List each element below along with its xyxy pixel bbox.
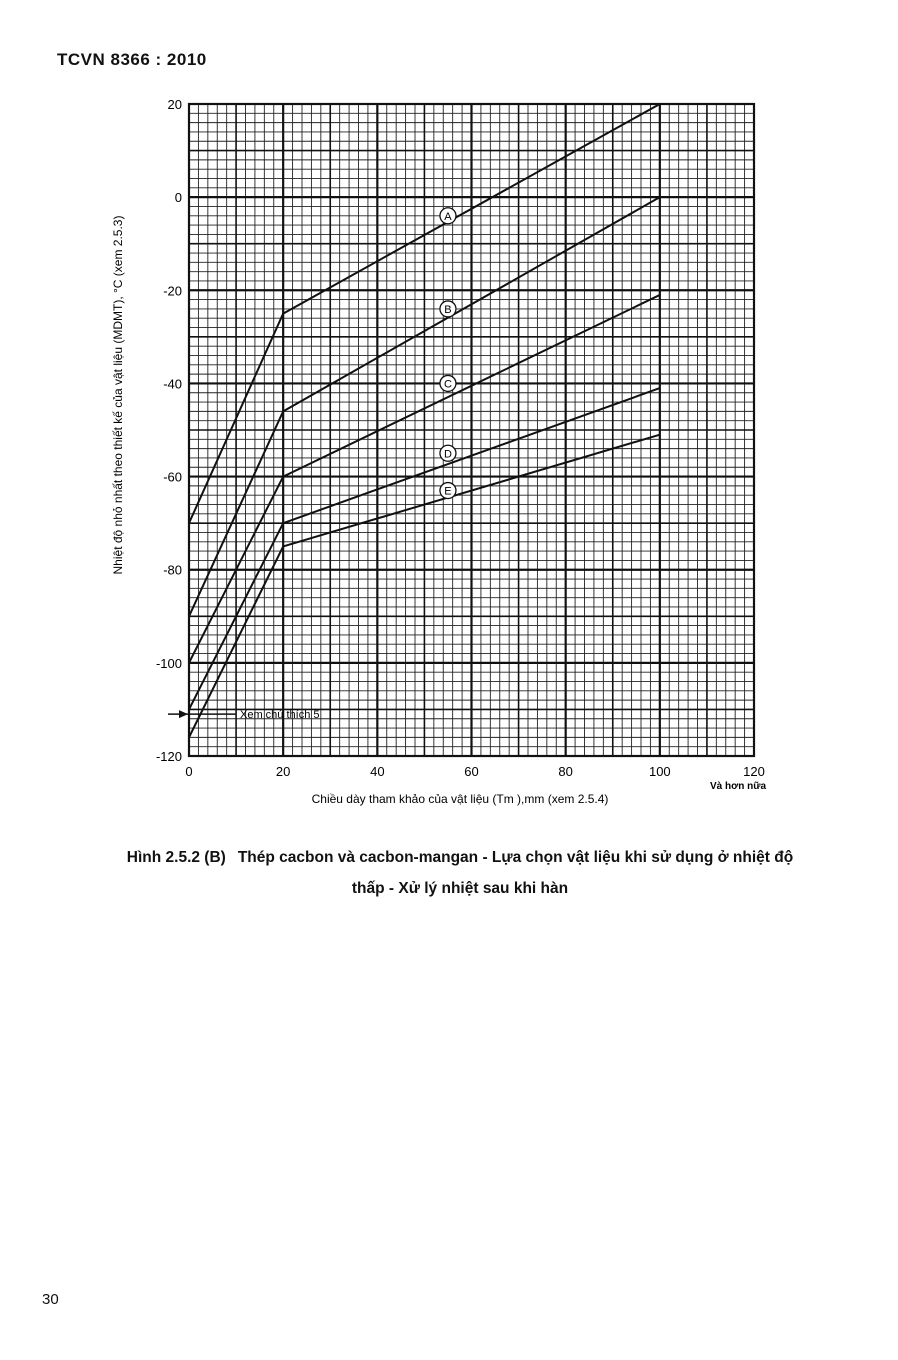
annotation-text: Xem chú thích 5 bbox=[240, 709, 320, 722]
series-label-b: B bbox=[444, 303, 452, 316]
y-tick-label: -80 bbox=[163, 562, 182, 578]
x-tick-label: 60 bbox=[464, 764, 479, 779]
x-tick-label: 0 bbox=[185, 764, 193, 779]
series-label-c: C bbox=[443, 378, 452, 391]
series-labels bbox=[440, 208, 456, 499]
y-axis-title: Nhiệt độ nhỏ nhất theo thiết kế của vật liệu (MDMT), °C (xem 2.5.3) bbox=[111, 215, 125, 575]
document-id: TCVN 8366 : 2010 bbox=[57, 50, 207, 69]
y-tick-label: 0 bbox=[174, 190, 182, 206]
series-label-a: A bbox=[444, 210, 452, 223]
page-number: 30 bbox=[42, 1291, 59, 1308]
x-tick-label: 100 bbox=[648, 764, 671, 779]
series-label-d: D bbox=[443, 448, 452, 461]
figure-caption bbox=[60, 842, 860, 904]
x-tick-note: Và hơn nữa bbox=[709, 781, 767, 792]
annotation-arrowhead bbox=[179, 710, 188, 718]
x-tick-labels bbox=[185, 764, 764, 779]
x-tick-label: 20 bbox=[275, 764, 291, 779]
y-tick-label: -40 bbox=[163, 376, 182, 392]
y-tick-label: -120 bbox=[155, 749, 182, 764]
series-label-e: E bbox=[444, 485, 452, 498]
caption-line-2: thấp - Xử lý nhiệt sau khi hàn bbox=[351, 880, 569, 897]
caption-text-1: Thép cacbon và cacbon-mangan - Lựa chọn vật liệu khi sử dụng ở nhiệt độ bbox=[237, 849, 794, 866]
y-tick-label: -20 bbox=[163, 283, 182, 299]
y-tick-labels bbox=[156, 97, 182, 764]
x-tick-label: 120 bbox=[743, 764, 765, 779]
y-tick-label: 20 bbox=[167, 97, 182, 112]
annotation-note bbox=[168, 709, 320, 721]
x-tick-label: 40 bbox=[370, 764, 385, 779]
x-axis-title: Chiều dày tham khảo của vật liệu (Tm ),mm (xem 2.5.4) bbox=[311, 792, 609, 806]
y-tick-label: -100 bbox=[155, 655, 182, 671]
figure-number: Hình 2.5.2 (B) bbox=[126, 849, 226, 866]
y-tick-label: -60 bbox=[163, 469, 182, 485]
x-tick-label: 80 bbox=[558, 764, 573, 779]
caption-line-1 bbox=[60, 842, 860, 873]
